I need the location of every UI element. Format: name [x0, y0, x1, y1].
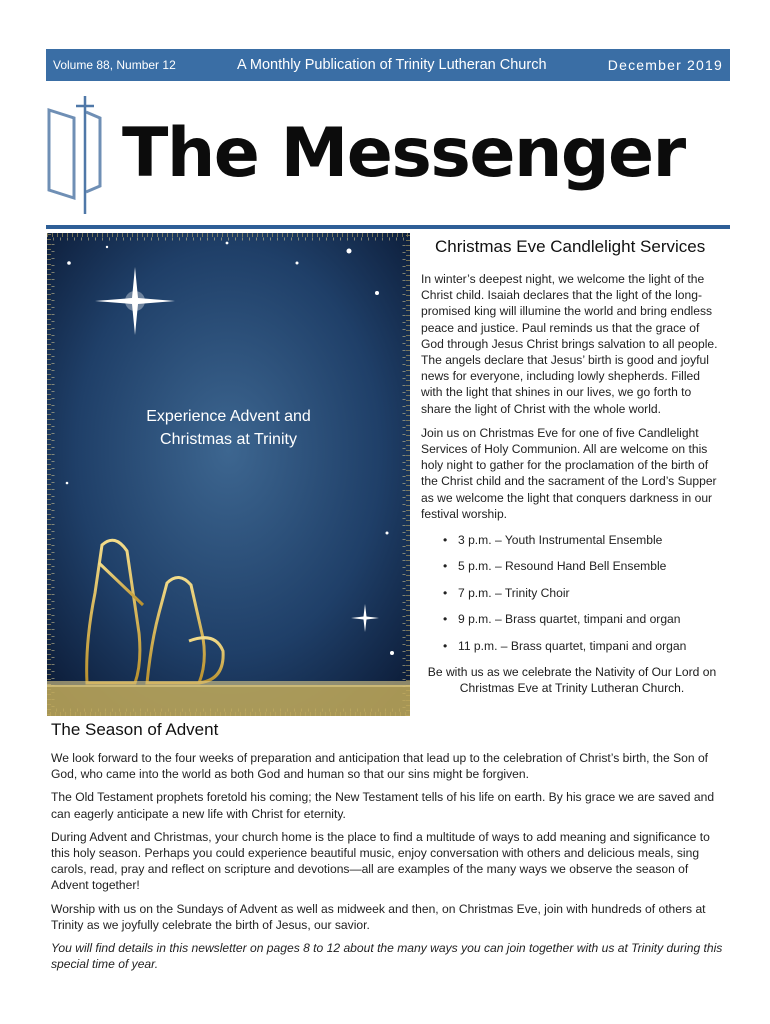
masthead-rule: [46, 225, 730, 229]
candlelight-paragraph-2: Join us on Christmas Eve for one of five Candlelight Services of Holy Communion. All are welcome on this holy night to gather for the proclamation of the birth of the Christ child and the sacrament of the Lord’s Supper as we welcome the light that conquers darkness in our festival worship.: [421, 425, 717, 521]
advent-paragraph-4: Worship with us on the Sundays of Advent as well as midweek and then, on Christmas Eve, join with hundreds of others at Trinity as we joyfully celebrate the birth of Jesus, our savior.: [51, 901, 706, 932]
bullet-icon: •: [443, 533, 448, 548]
masthead-title: The Messenger: [122, 114, 685, 193]
list-item: [443, 558, 723, 574]
advent-paragraph-1: We look forward to the four weeks of preparation and anticipation that lead up to the celebration of Christ’s birth, the Son of God, who came into the world as both God and human so that our sins might be forgiven.: [51, 751, 709, 782]
bullet-icon: •: [443, 585, 448, 600]
hero-caption-line-2: Christmas at Trinity: [160, 431, 297, 448]
volume-number: Volume 88, Number 12: [53, 58, 176, 72]
header-banner: [46, 49, 730, 81]
advent-article: [51, 720, 723, 979]
service-time: 7 p.m. – Trinity Choir: [458, 585, 570, 600]
list-item: [443, 638, 723, 654]
candlelight-heading: Christmas Eve Candlelight Services: [435, 237, 706, 256]
publication-tagline: A Monthly Publication of Trinity Lutheran Church: [237, 57, 547, 73]
advent-heading: The Season of Advent: [51, 720, 219, 739]
service-time: 9 p.m. – Brass quartet, timpani and organ: [458, 612, 681, 627]
service-time: 11 p.m. – Brass quartet, timpani and organ: [458, 638, 687, 653]
candlelight-closing: Be with us as we celebrate the Nativity of Our Lord on Christmas Eve at Trinity Lutheran Church.: [427, 665, 717, 696]
bullet-icon: •: [443, 559, 448, 574]
church-logo-icon: [46, 94, 104, 216]
service-time: 3 p.m. – Youth Instrumental Ensemble: [458, 533, 663, 548]
list-item: [443, 585, 723, 601]
advent-paragraph-3: During Advent and Christmas, your church home is the place to find a multitude of ways to add meaning and significance to this holy season. Perhaps you could experience beautiful music, enjoy conversation with others and delicious meals, sing carols, read, pray and reflect on scripture and devotions—all are examples of the many ways we observe the season of Advent together!: [51, 829, 710, 893]
candlelight-article: [421, 237, 723, 696]
advent-illustration: [47, 233, 410, 716]
advent-closing-note: You will find details in this newsletter on pages 8 to 12 about the many ways you can join together with us at Trinity during this special time of year.: [51, 941, 723, 972]
service-times-list: [421, 532, 723, 654]
bullet-icon: •: [443, 638, 448, 653]
candlelight-paragraph-1: In winter’s deepest night, we welcome the light of the Christ child. Isaiah declares that the light of the long-promised king will illumine the world and bring endless peace and justice. Paul reminds us that the grace of God through Jesus Christ brings salvation to all people. The angels declare that Jesus’ birth is good and joyful news for everyone, including lowly shepherds. Filled with the light that shines in our lives, we go forth to share the light of Christ with the whole world.: [421, 272, 718, 416]
issue-date: December 2019: [607, 57, 723, 73]
advent-paragraph-2: The Old Testament prophets foretold his coming; the New Testament tells of his life on earth. By his grace we are saved and can eagerly anticipate a new life with Christ for eternity.: [51, 790, 715, 821]
hero-caption: [47, 405, 410, 451]
hero-caption-line-1: Experience Advent and: [146, 408, 311, 425]
list-item: [443, 611, 723, 627]
list-item: [443, 532, 723, 548]
bullet-icon: •: [443, 612, 448, 627]
service-time: 5 p.m. – Resound Hand Bell Ensemble: [458, 559, 667, 574]
